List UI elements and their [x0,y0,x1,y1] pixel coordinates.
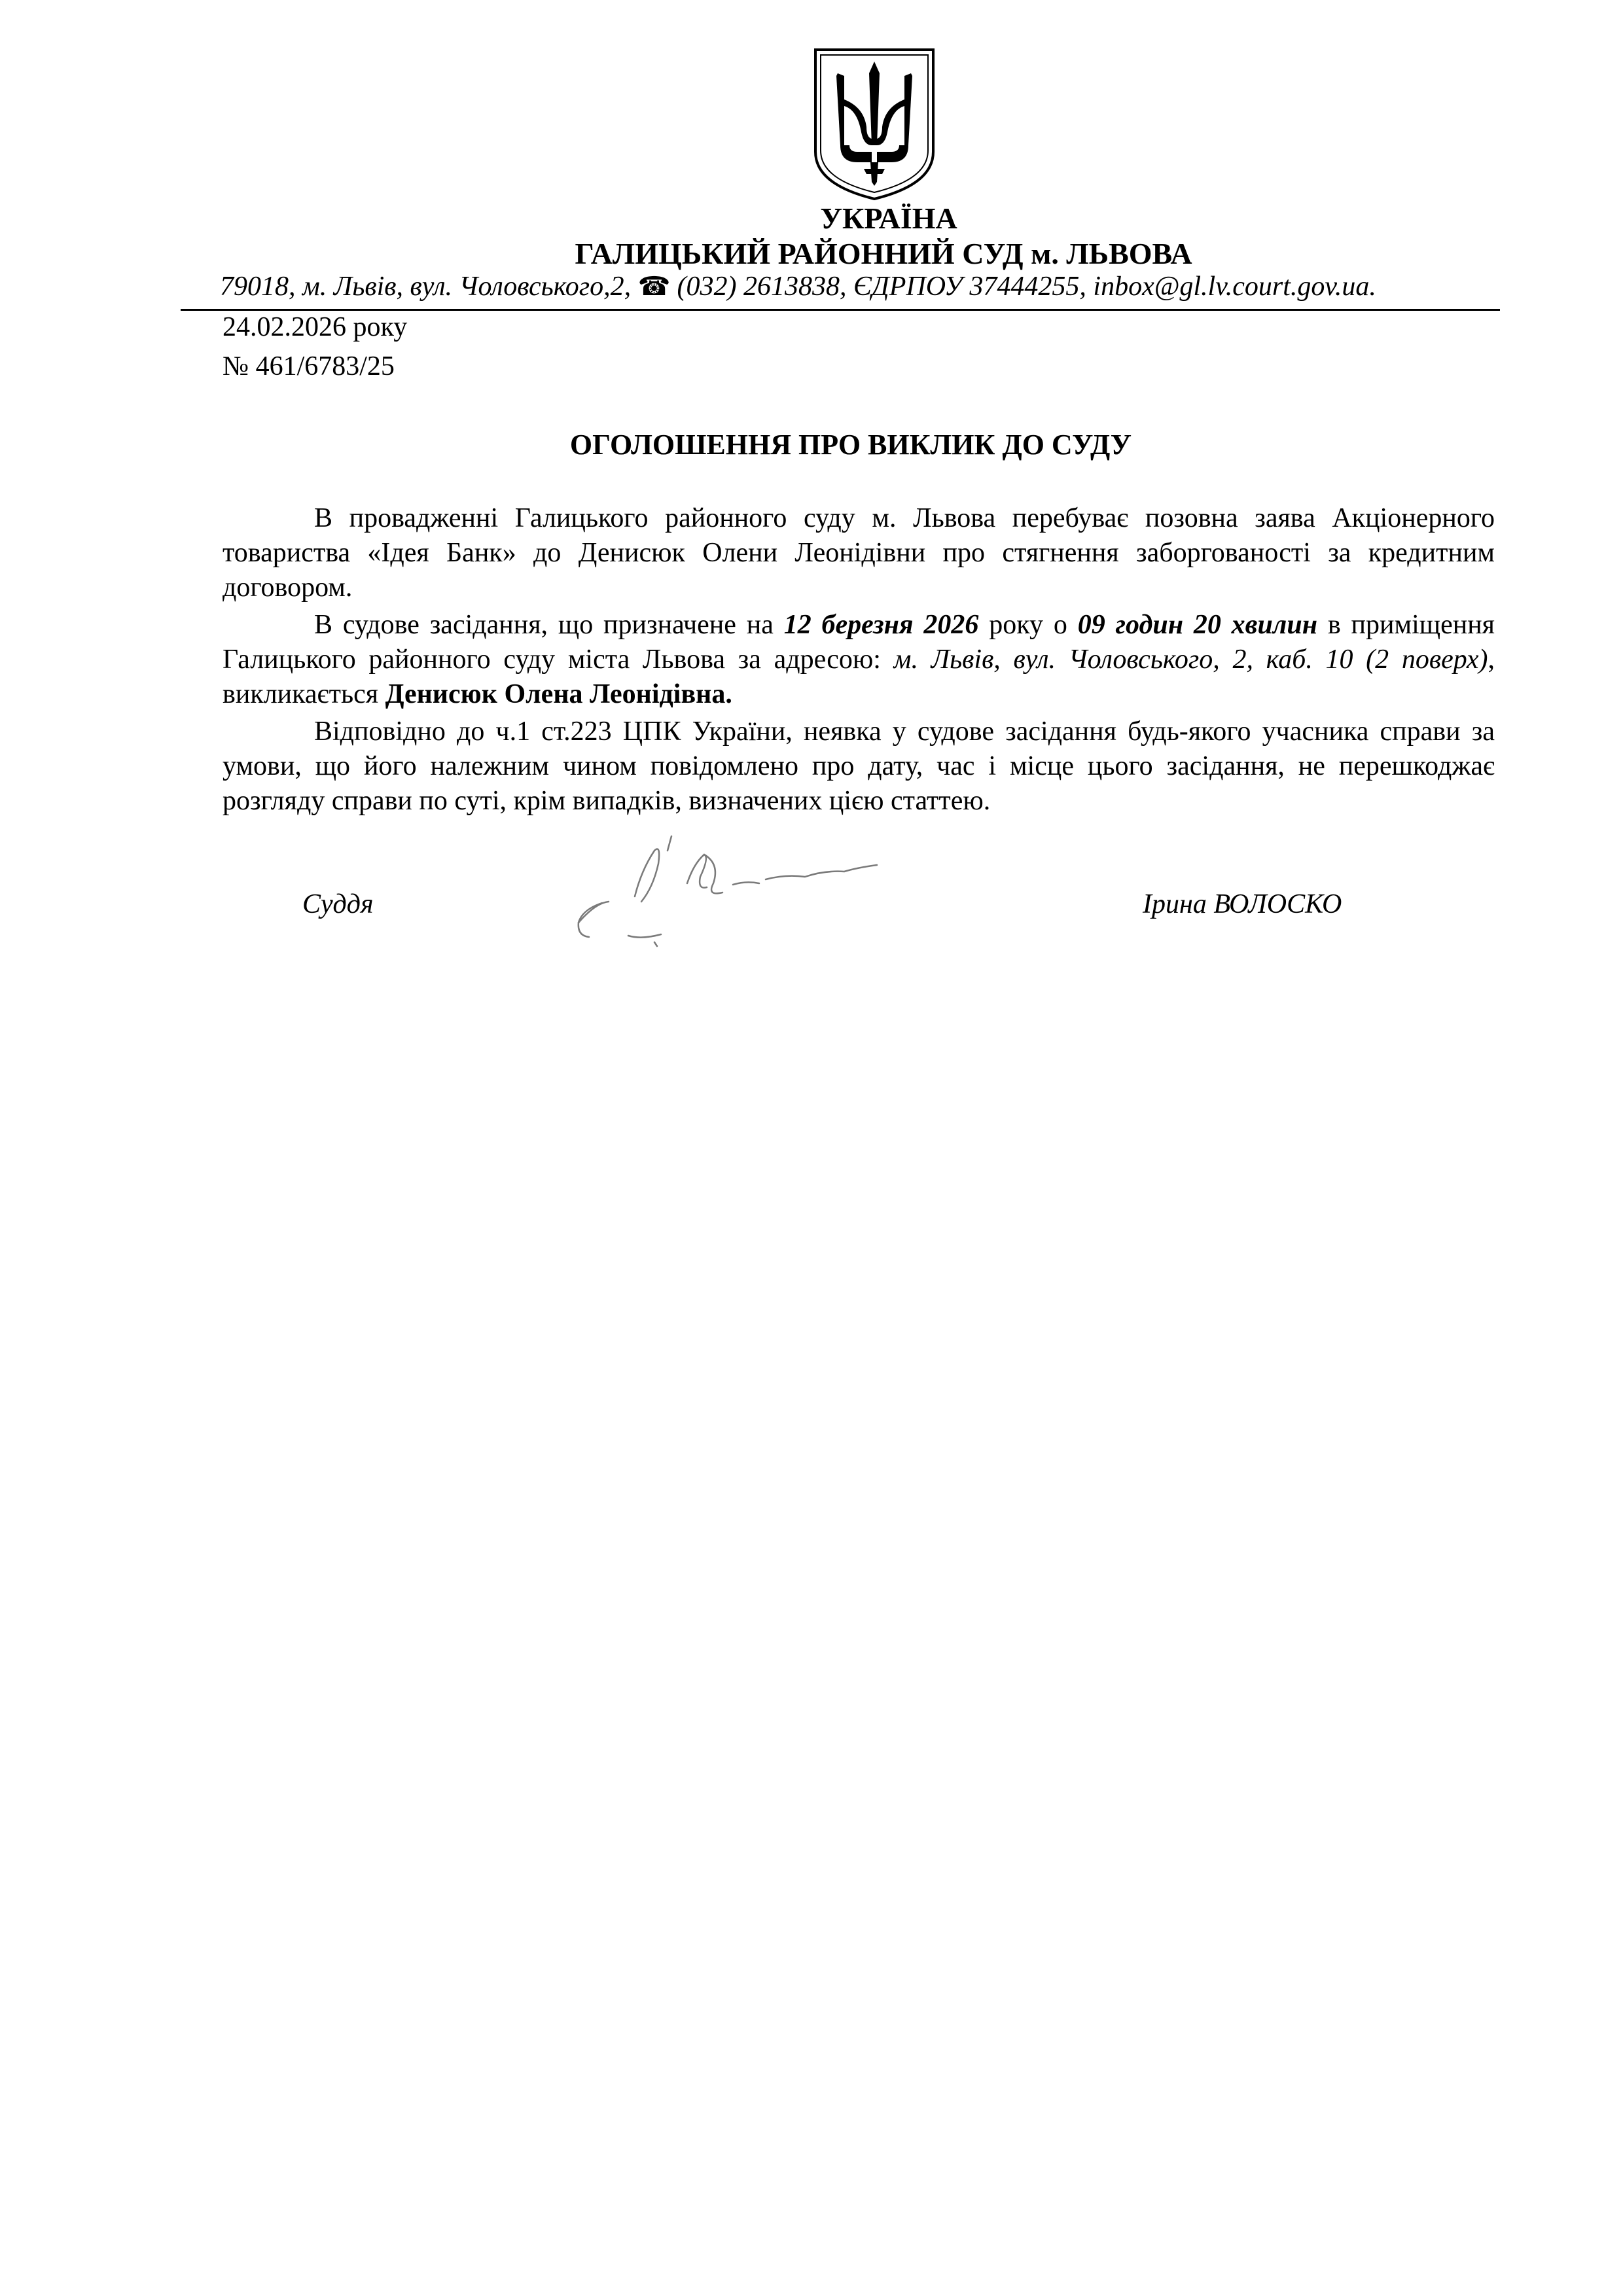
judge-signature [569,824,936,955]
court-phone: (032) 2613838, [677,272,847,302]
court-address: 79018, м. Львів, вул. Чоловського,2, [220,272,632,302]
document-number: № 461/6783/25 [223,351,395,381]
hearing-time: 09 годин 20 хвилин [1077,610,1318,640]
summons-text-1: В судове засідання, що призначене на [314,610,784,640]
summons-text-4: , викликається [223,645,1495,709]
paragraph-proceedings: В провадженні Галицького районного суду м. Львова перебуває позовна заява Акціонерного товариства «Ідея Банк» до Денисюк Олени Леонідівни про стягнення заборгованості за кредитним договором. [223,503,1495,603]
phone-icon: ☎ [637,272,671,301]
hearing-date: 12 березня 2026 [783,610,979,640]
summons-text-3: в приміщення Галицького районного суду міста Львова за адресою: [223,610,1495,675]
country-name: УКРАЇНА [820,202,957,235]
court-edrpou: ЄДРПОУ 37444255, [853,272,1086,302]
court-name: ГАЛИЦЬКИЙ РАЙОННИЙ СУД м. ЛЬВОВА [575,237,1192,270]
summoned-person: Денисюк Олена Леонідівна. [385,679,732,709]
hearing-address: м. Львів, вул. Чоловського, 2, каб. 10 (2 поверх) [893,645,1488,675]
document-title: ОГОЛОШЕННЯ ПРО ВИКЛИК ДО СУДУ [569,429,1132,461]
court-contacts [220,268,1476,305]
document-date: 24.02.2026 року [223,312,408,342]
document-body [223,501,1495,819]
tryzub-emblem-icon [812,47,937,202]
judge-title: Суддя [302,889,374,919]
court-email: inbox@gl.lv.court.gov.ua. [1093,272,1376,302]
paragraph-summons [223,608,1495,712]
paragraph-legal-notice: Відповідно до ч.1 ст.223 ЦПК України, неявка у судове засідання будь-якого учасника справи за умови, що його належним чином повідомлено про дату, час і місце цього засідання, не перешкоджає розгляду справи по суті, крім випадків, визначених цією статтею. [223,716,1495,816]
summons-text-2: року о [978,610,1078,640]
judge-name: Ірина ВОЛОСКО [1143,889,1342,919]
